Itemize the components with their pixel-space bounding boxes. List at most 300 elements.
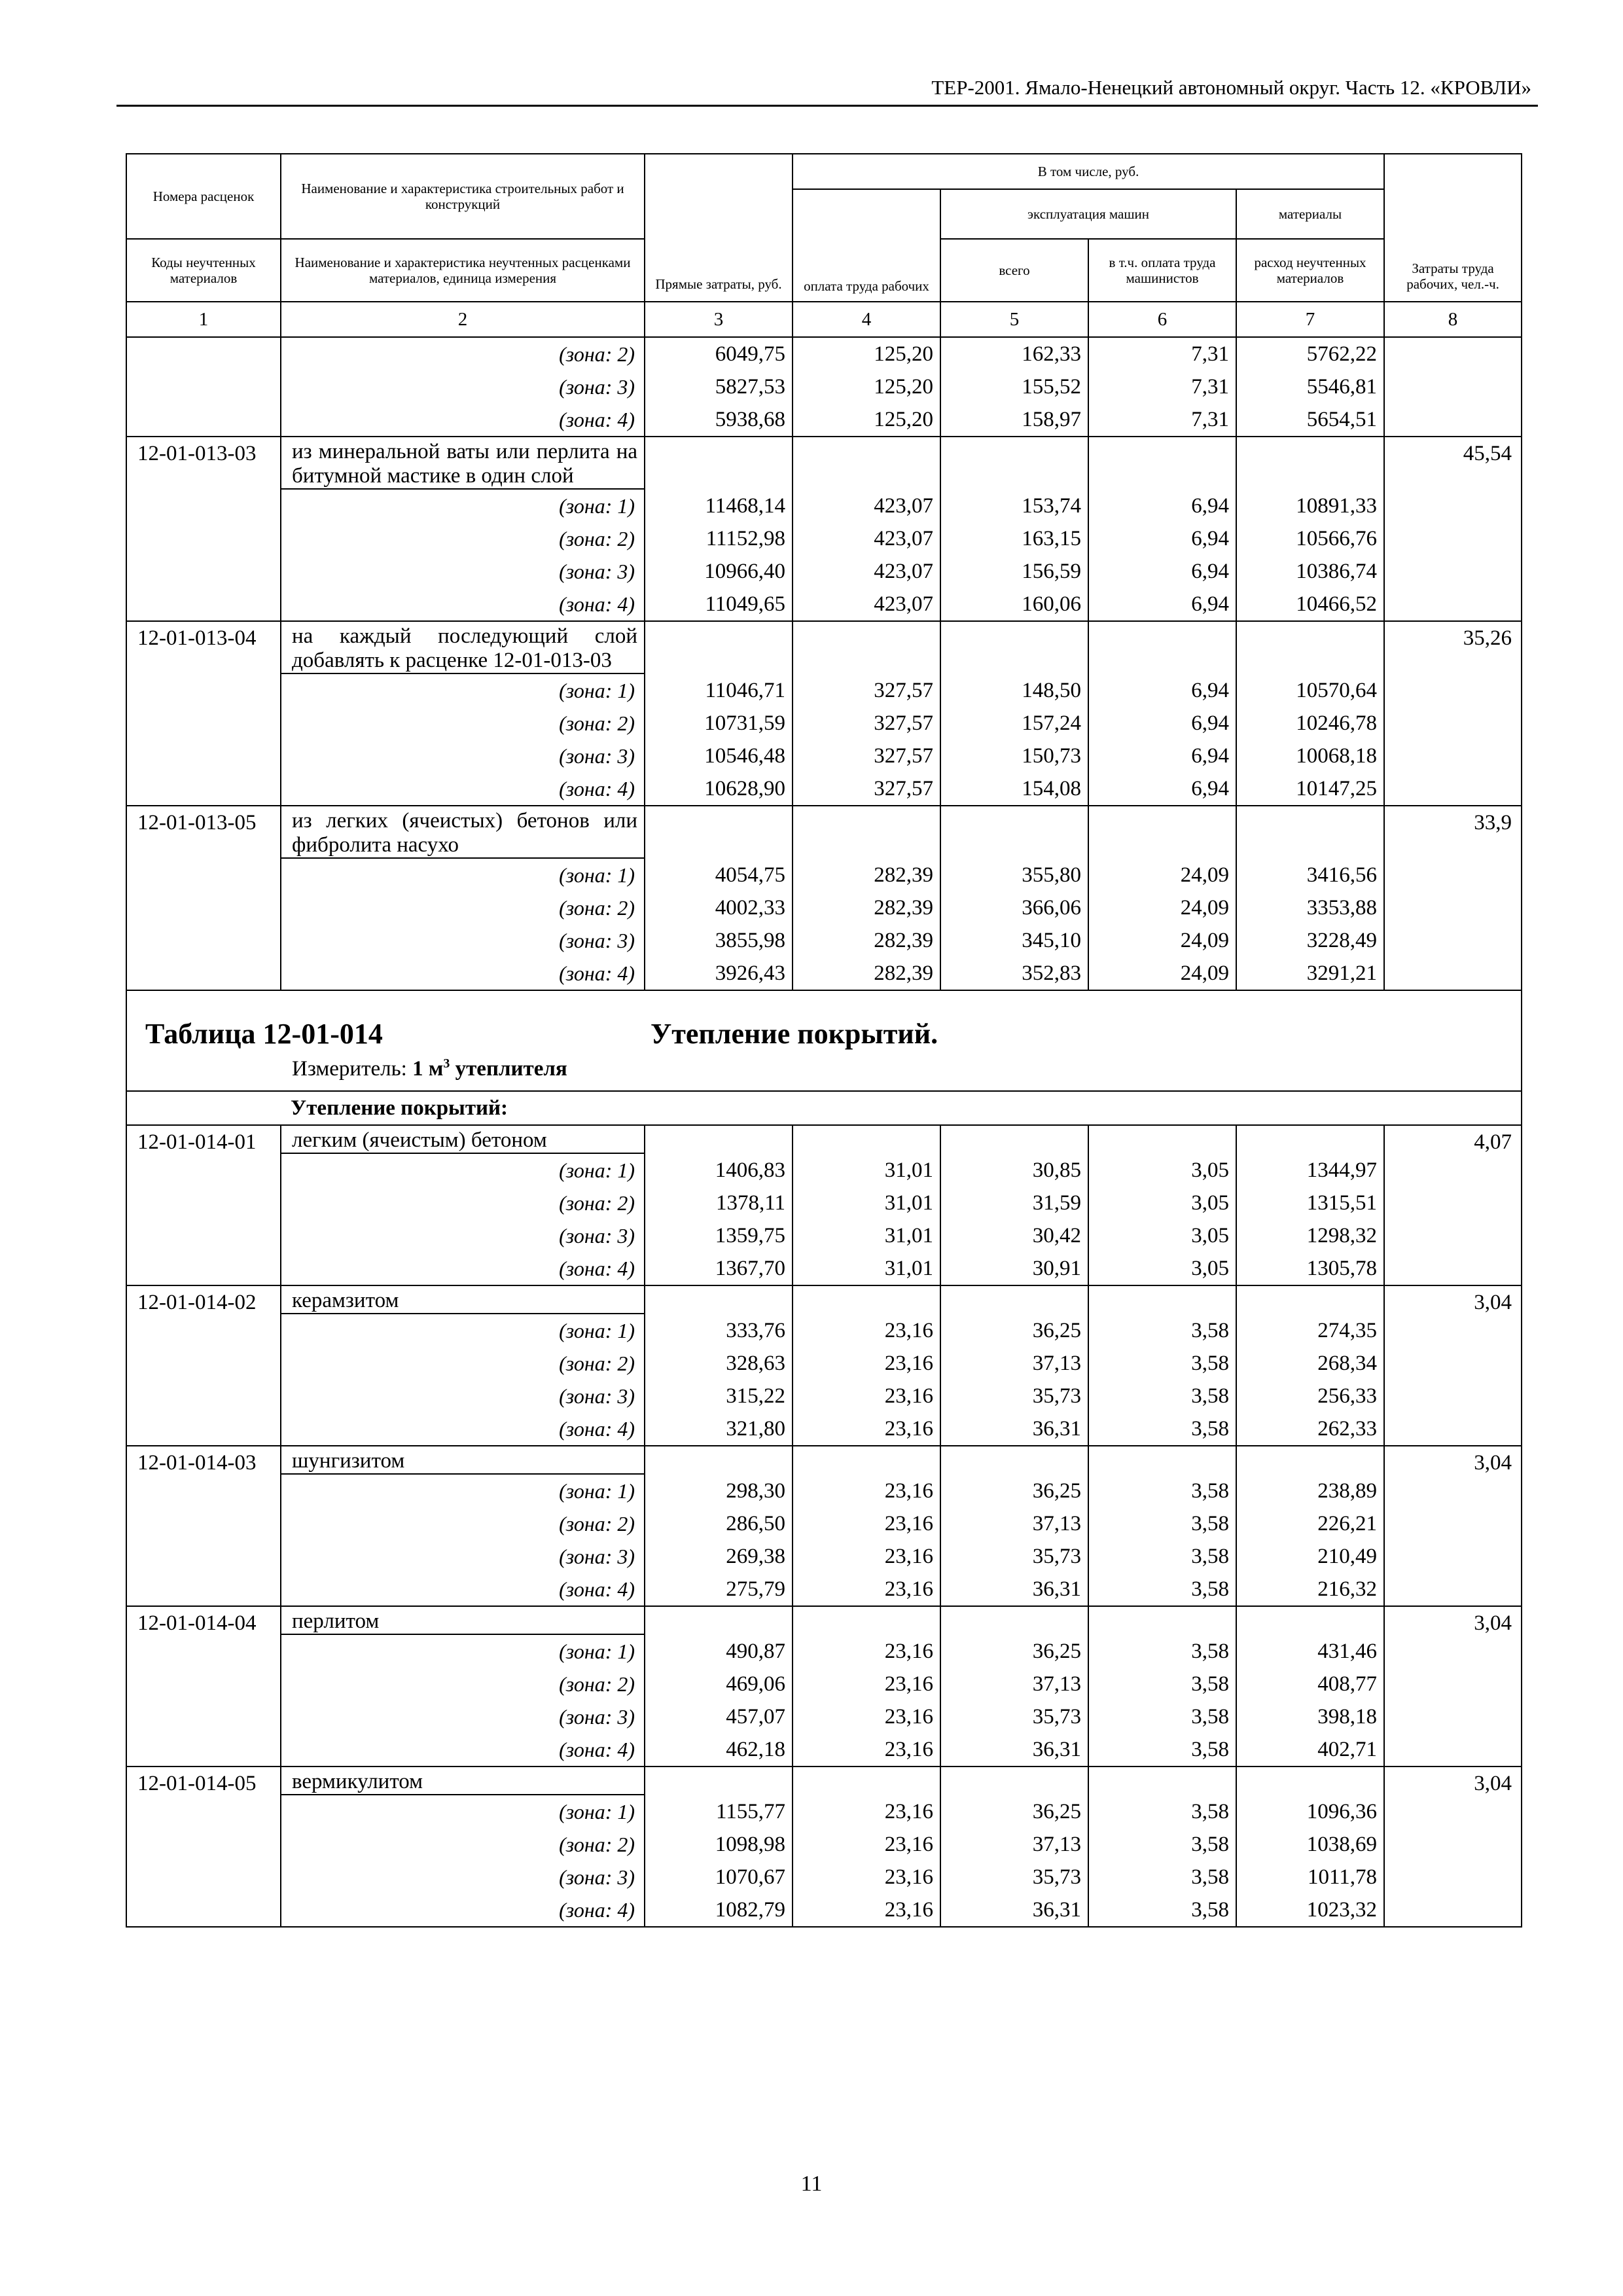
rate-code: 12-01-014-04: [126, 1606, 281, 1767]
value-mat: 226,21: [1236, 1507, 1384, 1540]
zone-label: (зона: 2): [281, 1668, 645, 1700]
labor-cost: 4,07: [1384, 1125, 1522, 1285]
value-mach: 36,25: [940, 1314, 1088, 1347]
value-direct: 11046,71: [645, 673, 793, 707]
value-direct: 286,50: [645, 1507, 793, 1540]
value-pay: 125,20: [793, 370, 940, 403]
rate-description: из минеральной ваты или перлита на битумной мастике в один слой: [281, 437, 645, 489]
labor-cost: 35,26: [1384, 621, 1522, 806]
rate-row: [126, 1125, 1522, 1153]
empty-cell: [1088, 1767, 1236, 1795]
value-mach: 157,24: [940, 707, 1088, 740]
value-mat: 10570,64: [1236, 673, 1384, 707]
zone-label: (зона: 1): [281, 1153, 645, 1187]
value-mach-pay: 6,94: [1088, 673, 1236, 707]
value-mat: 262,33: [1236, 1412, 1384, 1446]
value-mach: 36,31: [940, 1412, 1088, 1446]
rate-row: [126, 1606, 1522, 1634]
value-mach: 35,73: [940, 1540, 1088, 1573]
value-mat: 1023,32: [1236, 1893, 1384, 1927]
rate-code: 12-01-013-03: [126, 437, 281, 621]
zone-label: (зона: 4): [281, 957, 645, 990]
zone-label: (зона: 4): [281, 1412, 645, 1446]
value-pay: 23,16: [793, 1380, 940, 1412]
value-direct: 6049,75: [645, 337, 793, 370]
labor-cost: 3,04: [1384, 1606, 1522, 1767]
zone-row: [126, 1668, 1522, 1700]
zone-label: (зона: 1): [281, 673, 645, 707]
column-number: 7: [1236, 302, 1384, 337]
value-pay: 282,39: [793, 924, 940, 957]
value-mach-pay: 3,58: [1088, 1733, 1236, 1767]
empty-cell: [1088, 437, 1236, 489]
value-pay: 423,07: [793, 522, 940, 555]
zone-row: [126, 1893, 1522, 1927]
value-mach-pay: 3,58: [1088, 1314, 1236, 1347]
zone-row: [126, 1380, 1522, 1412]
empty-cell: [1088, 1285, 1236, 1314]
value-mach-pay: 3,58: [1088, 1412, 1236, 1446]
value-mach-pay: 3,05: [1088, 1153, 1236, 1187]
value-direct: 11468,14: [645, 489, 793, 522]
zone-row: [126, 1861, 1522, 1893]
labor-cost: [1384, 337, 1522, 437]
zone-row: [126, 1733, 1522, 1767]
zone-row: [126, 1314, 1522, 1347]
value-mach-pay: 3,58: [1088, 1668, 1236, 1700]
empty-cell: [940, 1446, 1088, 1474]
measure-label: Измеритель:: [292, 1057, 407, 1081]
value-mach: 352,83: [940, 957, 1088, 990]
value-mach: 345,10: [940, 924, 1088, 957]
value-mach: 156,59: [940, 555, 1088, 588]
col-machines-total-header: всего: [940, 239, 1088, 302]
value-direct: 1359,75: [645, 1219, 793, 1252]
value-mach: 163,15: [940, 522, 1088, 555]
document-title: ТЕР-2001. Ямало-Ненецкий автономный округ. Часть 12. «КРОВЛИ»: [931, 76, 1531, 99]
value-mach: 35,73: [940, 1380, 1088, 1412]
column-number: 4: [793, 302, 940, 337]
value-mat: 274,35: [1236, 1314, 1384, 1347]
zone-label: (зона: 2): [281, 1347, 645, 1380]
rate-code: 12-01-013-04: [126, 621, 281, 806]
zone-label: (зона: 4): [281, 1893, 645, 1927]
page-header: [116, 71, 1538, 107]
value-mach-pay: 3,58: [1088, 1634, 1236, 1668]
zone-row: [126, 707, 1522, 740]
value-mach-pay: 7,31: [1088, 337, 1236, 370]
value-pay: 282,39: [793, 957, 940, 990]
value-mach-pay: 3,58: [1088, 1507, 1236, 1540]
rate-row: [126, 437, 1522, 489]
value-mach-pay: 3,58: [1088, 1380, 1236, 1412]
col-materials-name-header: Наименование и характеристика неучтенных расценками материалов, единица измерения: [281, 239, 645, 302]
value-mat: 268,34: [1236, 1347, 1384, 1380]
value-pay: 23,16: [793, 1507, 940, 1540]
value-pay: 31,01: [793, 1219, 940, 1252]
zone-row: [126, 555, 1522, 588]
measure-unit-text: утеплителя: [455, 1057, 567, 1081]
value-mach-pay: 3,58: [1088, 1540, 1236, 1573]
section-row: [126, 1091, 1522, 1125]
value-mach: 162,33: [940, 337, 1088, 370]
empty-cell: [940, 1606, 1088, 1634]
rate-code: 12-01-014-03: [126, 1446, 281, 1606]
value-mat: 210,49: [1236, 1540, 1384, 1573]
rate-description: перлитом: [281, 1606, 645, 1634]
empty-cell: [1088, 806, 1236, 858]
value-mach-pay: 6,94: [1088, 588, 1236, 621]
empty-cell: [793, 621, 940, 673]
rate-description: керамзитом: [281, 1285, 645, 1314]
value-direct: 11049,65: [645, 588, 793, 621]
value-pay: 23,16: [793, 1795, 940, 1828]
value-pay: 125,20: [793, 337, 940, 370]
value-pay: 23,16: [793, 1412, 940, 1446]
value-pay: 23,16: [793, 1540, 940, 1573]
column-number: 2: [281, 302, 645, 337]
value-mat: 3416,56: [1236, 858, 1384, 891]
value-mach: 355,80: [940, 858, 1088, 891]
zone-label: (зона: 4): [281, 1252, 645, 1285]
empty-cell: [645, 1285, 793, 1314]
value-mach: 35,73: [940, 1700, 1088, 1733]
zone-row: [126, 1187, 1522, 1219]
value-pay: 31,01: [793, 1153, 940, 1187]
empty-cell: [793, 1767, 940, 1795]
value-mach: 154,08: [940, 772, 1088, 806]
zone-label: (зона: 3): [281, 924, 645, 957]
value-direct: 1367,70: [645, 1252, 793, 1285]
empty-cell: [1088, 621, 1236, 673]
column-number: 3: [645, 302, 793, 337]
page-number: 11: [800, 2172, 823, 2196]
value-mat: 5762,22: [1236, 337, 1384, 370]
labor-cost: 33,9: [1384, 806, 1522, 990]
col-machines-header: эксплуатация машин: [940, 189, 1236, 239]
value-mach-pay: 7,31: [1088, 370, 1236, 403]
zone-label: (зона: 4): [281, 1573, 645, 1606]
col-worker-pay-header: оплата труда рабочих: [793, 270, 940, 302]
value-pay: 423,07: [793, 588, 940, 621]
zone-row: [126, 957, 1522, 990]
value-mach: 36,25: [940, 1474, 1088, 1507]
col-machinist-pay-header: в т.ч. оплата труда машинистов: [1088, 239, 1236, 302]
col-worker-pay-top: [793, 189, 940, 270]
value-direct: 10546,48: [645, 740, 793, 772]
value-mach: 36,25: [940, 1634, 1088, 1668]
value-mat: 256,33: [1236, 1380, 1384, 1412]
value-mat: 3228,49: [1236, 924, 1384, 957]
empty-cell: [645, 1606, 793, 1634]
value-mat: 398,18: [1236, 1700, 1384, 1733]
zone-row: [126, 924, 1522, 957]
zone-label: (зона: 4): [281, 1733, 645, 1767]
value-mat: 10068,18: [1236, 740, 1384, 772]
empty-cell: [1088, 1446, 1236, 1474]
value-mat: 431,46: [1236, 1634, 1384, 1668]
value-mach-pay: 6,94: [1088, 772, 1236, 806]
empty-cell: [1236, 1446, 1384, 1474]
col-rate-number-header: Номера расценок: [126, 154, 281, 239]
value-pay: 282,39: [793, 858, 940, 891]
measure-value: 1 м: [412, 1057, 444, 1081]
rate-row: [126, 621, 1522, 673]
value-mach-pay: 3,05: [1088, 1219, 1236, 1252]
value-mach: 366,06: [940, 891, 1088, 924]
value-direct: 3855,98: [645, 924, 793, 957]
zone-row: [126, 337, 1522, 370]
value-mach: 37,13: [940, 1347, 1088, 1380]
empty-cell: [1088, 1125, 1236, 1153]
zone-row: [126, 1219, 1522, 1252]
zone-row: [126, 1507, 1522, 1540]
measure-sup: 3: [443, 1056, 450, 1071]
value-mat: 5654,51: [1236, 403, 1384, 437]
value-pay: 23,16: [793, 1474, 940, 1507]
value-pay: 327,57: [793, 673, 940, 707]
zone-row: [126, 1252, 1522, 1285]
section-heading: Утепление покрытий:: [126, 1091, 1522, 1125]
zone-row: [126, 403, 1522, 437]
col-labor-costs-header: Затраты труда рабочих, чел.-ч.: [1384, 154, 1522, 302]
empty-cell: [645, 621, 793, 673]
zone-row: [126, 1634, 1522, 1668]
zone-label: (зона: 1): [281, 1634, 645, 1668]
value-mach: 37,13: [940, 1828, 1088, 1861]
value-pay: 423,07: [793, 555, 940, 588]
rate-code: 12-01-014-05: [126, 1767, 281, 1927]
zone-label: (зона: 3): [281, 1540, 645, 1573]
rate-row: [126, 1446, 1522, 1474]
col-codes-header: Коды неучтенных материалов: [126, 239, 281, 302]
col-including-header: В том числе, руб.: [793, 154, 1384, 189]
value-mach-pay: 3,58: [1088, 1893, 1236, 1927]
empty-cell: [645, 1767, 793, 1795]
zone-row: [126, 891, 1522, 924]
zone-row: [126, 1795, 1522, 1828]
value-pay: 23,16: [793, 1828, 940, 1861]
value-direct: 321,80: [645, 1412, 793, 1446]
value-direct: 1378,11: [645, 1187, 793, 1219]
value-direct: 333,76: [645, 1314, 793, 1347]
col-materials-header: материалы: [1236, 189, 1384, 239]
empty-cell: [793, 1125, 940, 1153]
value-mat: 408,77: [1236, 1668, 1384, 1700]
zone-label: (зона: 1): [281, 858, 645, 891]
zone-label: (зона: 3): [281, 555, 645, 588]
value-direct: 10966,40: [645, 555, 793, 588]
value-mat: 1305,78: [1236, 1252, 1384, 1285]
column-number: 5: [940, 302, 1088, 337]
empty-cell: [940, 1767, 1088, 1795]
value-pay: 23,16: [793, 1634, 940, 1668]
zone-row: [126, 522, 1522, 555]
value-pay: 125,20: [793, 403, 940, 437]
empty-cell: [1236, 806, 1384, 858]
value-direct: 275,79: [645, 1573, 793, 1606]
zone-row: [126, 858, 1522, 891]
empty-cell: [940, 1285, 1088, 1314]
value-direct: 490,87: [645, 1634, 793, 1668]
zone-label: (зона: 4): [281, 588, 645, 621]
empty-cell: [793, 1446, 940, 1474]
value-mat: 3291,21: [1236, 957, 1384, 990]
value-mat: 1315,51: [1236, 1187, 1384, 1219]
value-mach: 160,06: [940, 588, 1088, 621]
zone-label: (зона: 1): [281, 1795, 645, 1828]
value-mach-pay: 6,94: [1088, 707, 1236, 740]
value-pay: 23,16: [793, 1733, 940, 1767]
value-mach-pay: 24,09: [1088, 858, 1236, 891]
value-direct: 1098,98: [645, 1828, 793, 1861]
value-mach: 35,73: [940, 1861, 1088, 1893]
zone-label: (зона: 2): [281, 707, 645, 740]
value-pay: 423,07: [793, 489, 940, 522]
value-mach: 30,85: [940, 1153, 1088, 1187]
zone-label: (зона: 1): [281, 1314, 645, 1347]
value-pay: 23,16: [793, 1314, 940, 1347]
value-mach: 37,13: [940, 1507, 1088, 1540]
rate-description: легким (ячеистым) бетоном: [281, 1125, 645, 1153]
empty-cell: [793, 1606, 940, 1634]
zone-label: (зона: 2): [281, 337, 645, 370]
value-direct: 1082,79: [645, 1893, 793, 1927]
zone-label: (зона: 2): [281, 522, 645, 555]
labor-cost: 3,04: [1384, 1446, 1522, 1606]
empty-cell: [940, 621, 1088, 673]
zone-label: (зона: 4): [281, 772, 645, 806]
column-number: 6: [1088, 302, 1236, 337]
value-mach: 36,31: [940, 1573, 1088, 1606]
value-direct: 315,22: [645, 1380, 793, 1412]
rate-row: [126, 1767, 1522, 1795]
table-name: Утепление покрытий.: [651, 1018, 938, 1050]
value-mat: 1344,97: [1236, 1153, 1384, 1187]
value-mach: 36,31: [940, 1893, 1088, 1927]
value-direct: 10731,59: [645, 707, 793, 740]
value-direct: 5827,53: [645, 370, 793, 403]
value-mat: 1096,36: [1236, 1795, 1384, 1828]
value-mat: 10891,33: [1236, 489, 1384, 522]
empty-cell: [940, 437, 1088, 489]
table-title-cell: [126, 990, 1522, 1091]
value-mat: 1038,69: [1236, 1828, 1384, 1861]
value-mat: 3353,88: [1236, 891, 1384, 924]
labor-cost: 45,54: [1384, 437, 1522, 621]
value-mach-pay: 24,09: [1088, 957, 1236, 990]
value-pay: 23,16: [793, 1861, 940, 1893]
value-mach-pay: 6,94: [1088, 489, 1236, 522]
value-pay: 31,01: [793, 1252, 940, 1285]
zone-label: (зона: 2): [281, 1187, 645, 1219]
empty-cell: [940, 806, 1088, 858]
col-unaccounted-materials-header: расход неучтенных материалов: [1236, 239, 1384, 302]
value-mach: 36,31: [940, 1733, 1088, 1767]
value-mach: 31,59: [940, 1187, 1088, 1219]
value-direct: 462,18: [645, 1733, 793, 1767]
value-mach-pay: 3,58: [1088, 1861, 1236, 1893]
zone-label: (зона: 3): [281, 370, 645, 403]
zone-label: (зона: 3): [281, 1700, 645, 1733]
zone-row: [126, 1153, 1522, 1187]
rates-table: [126, 153, 1522, 1928]
zone-label: (зона: 1): [281, 489, 645, 522]
value-direct: 10628,90: [645, 772, 793, 806]
value-mach-pay: 7,31: [1088, 403, 1236, 437]
empty-cell: [940, 1125, 1088, 1153]
value-pay: 23,16: [793, 1347, 940, 1380]
value-direct: 298,30: [645, 1474, 793, 1507]
value-mach: 158,97: [940, 403, 1088, 437]
value-direct: 457,07: [645, 1700, 793, 1733]
value-direct: 1406,83: [645, 1153, 793, 1187]
value-mat: 1298,32: [1236, 1219, 1384, 1252]
value-mat: 10147,25: [1236, 772, 1384, 806]
empty-cell: [645, 1446, 793, 1474]
zone-label: (зона: 2): [281, 1828, 645, 1861]
value-direct: 469,06: [645, 1668, 793, 1700]
value-mach-pay: 3,05: [1088, 1252, 1236, 1285]
value-direct: 5938,68: [645, 403, 793, 437]
col-work-name-header: Наименование и характеристика строительных работ и конструкций: [281, 154, 645, 239]
rate-description: из легких (ячеистых) бетонов или фибролита насухо: [281, 806, 645, 858]
zone-row: [126, 489, 1522, 522]
value-mach-pay: 3,58: [1088, 1347, 1236, 1380]
value-pay: 327,57: [793, 772, 940, 806]
empty-cell: [1236, 621, 1384, 673]
value-mach: 36,25: [940, 1795, 1088, 1828]
value-direct: 1070,67: [645, 1861, 793, 1893]
zone-row: [126, 588, 1522, 621]
value-pay: 327,57: [793, 740, 940, 772]
zone-row: [126, 1474, 1522, 1507]
rate-code: [126, 337, 281, 437]
value-mach: 153,74: [940, 489, 1088, 522]
value-mach-pay: 24,09: [1088, 891, 1236, 924]
column-number: 8: [1384, 302, 1522, 337]
rate-description: шунгизитом: [281, 1446, 645, 1474]
empty-cell: [1236, 1767, 1384, 1795]
value-mach: 150,73: [940, 740, 1088, 772]
zone-label: (зона: 2): [281, 891, 645, 924]
zone-row: [126, 673, 1522, 707]
value-pay: 327,57: [793, 707, 940, 740]
value-mach: 30,42: [940, 1219, 1088, 1252]
empty-cell: [793, 806, 940, 858]
col-direct-costs-header: Прямые затраты, руб.: [645, 154, 793, 302]
rate-row: [126, 806, 1522, 858]
zone-row: [126, 1412, 1522, 1446]
zone-row: [126, 1700, 1522, 1733]
value-mach: 155,52: [940, 370, 1088, 403]
value-mach-pay: 3,58: [1088, 1474, 1236, 1507]
value-pay: 31,01: [793, 1187, 940, 1219]
value-mat: 5546,81: [1236, 370, 1384, 403]
zone-row: [126, 1540, 1522, 1573]
value-mach: 148,50: [940, 673, 1088, 707]
value-pay: 282,39: [793, 891, 940, 924]
value-mach-pay: 6,94: [1088, 522, 1236, 555]
empty-cell: [645, 1125, 793, 1153]
rate-code: 12-01-014-02: [126, 1285, 281, 1446]
value-mach-pay: 6,94: [1088, 740, 1236, 772]
value-mach: 30,91: [940, 1252, 1088, 1285]
zone-label: (зона: 3): [281, 1380, 645, 1412]
value-mat: 1011,78: [1236, 1861, 1384, 1893]
zone-row: [126, 740, 1522, 772]
value-mach: 37,13: [940, 1668, 1088, 1700]
